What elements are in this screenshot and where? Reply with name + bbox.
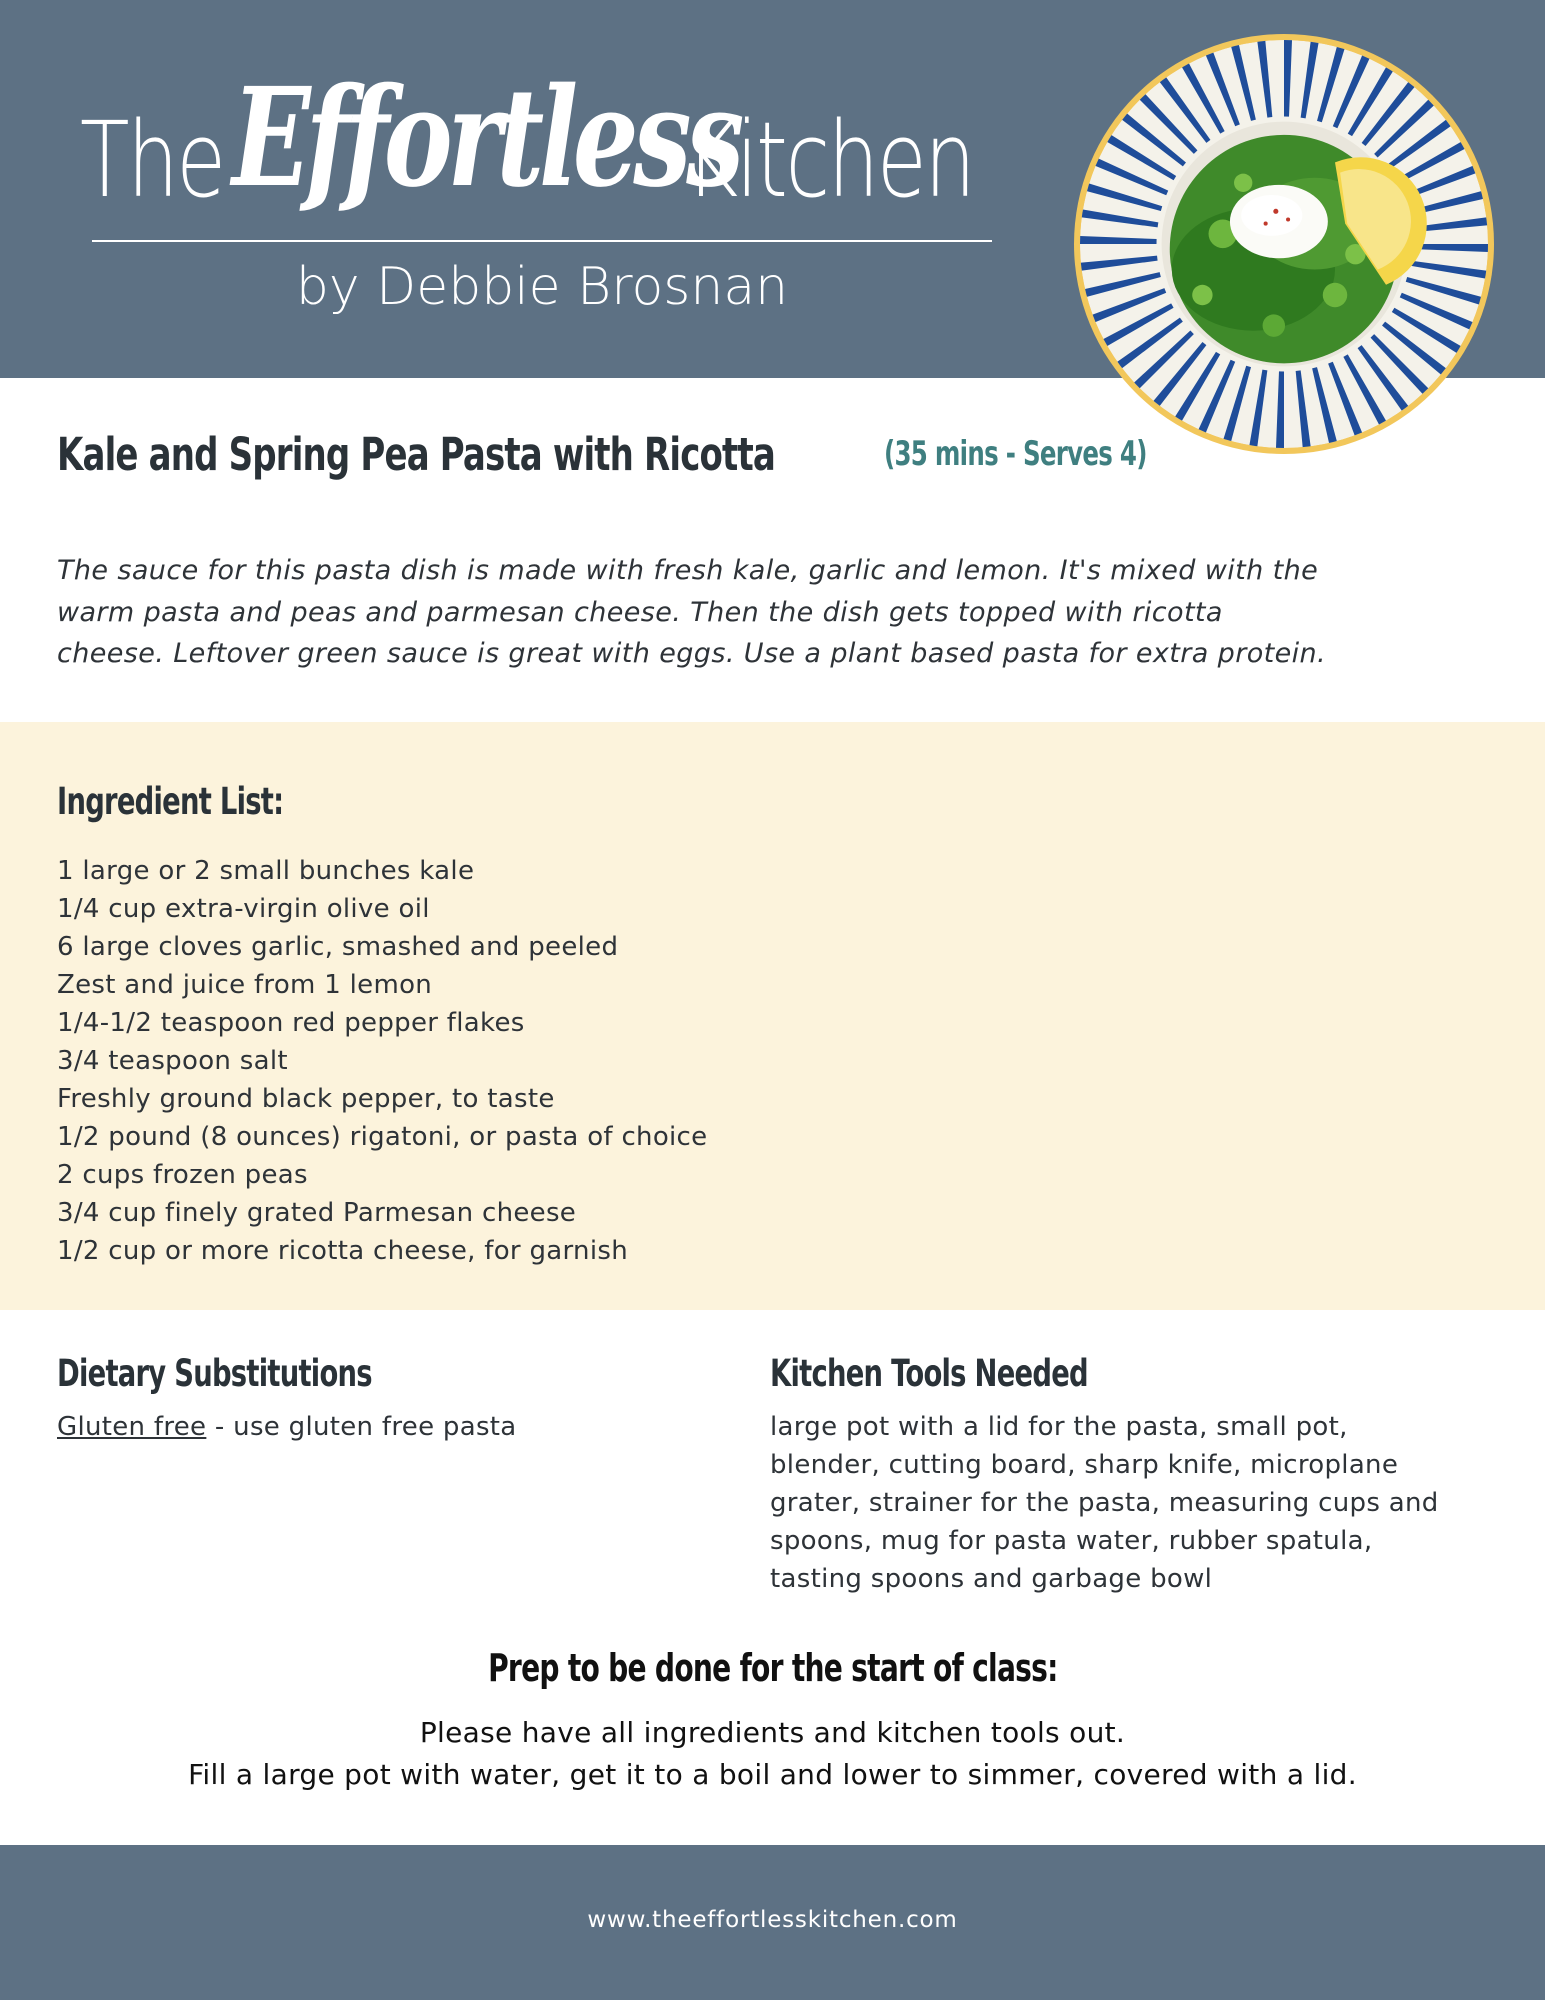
tools-line: grater, strainer for the pasta, measuring cups and [770,1488,1439,1518]
tools-list [770,1408,1510,1598]
dietary-note: - use gluten free pasta [206,1412,517,1442]
ingredient-item: 3/4 teaspoon salt [57,1046,288,1076]
brand-word-kitchen: Kitchen [685,99,974,221]
dietary-heading: Dietary Substitutions [57,1352,372,1395]
ingredient-item: 1/4 cup extra-virgin olive oil [57,894,430,924]
recipe-title: Kale and Spring Pea Pasta with Ricotta [57,428,775,481]
brand-logo [80,58,995,240]
ingredient-item: 3/4 cup finely grated Parmesan cheese [57,1198,577,1228]
recipe-time-servings: (35 mins - Serves 4) [884,434,1147,474]
ingredient-item: 1 large or 2 small bunches kale [57,856,475,886]
tools-line: spoons, mug for pasta water, rubber spatula, [770,1526,1373,1556]
tools-line: large pot with a lid for the pasta, small pot, [770,1412,1348,1442]
brand-word-effortless: Effortless [232,58,740,218]
prep-line: Fill a large pot with water, get it to a boil and lower to simmer, covered with a lid. [188,1758,1357,1791]
prep-line: Please have all ingredients and kitchen tools out. [419,1716,1126,1749]
tools-line: tasting spoons and garbage bowl [770,1564,1213,1594]
ingredient-item: Freshly ground black pepper, to taste [57,1084,555,1114]
author-byline: by Debbie Brosnan [295,257,789,317]
page-footer [0,1845,1545,2000]
intro-line: cheese. Leftover green sauce is great with eggs. Use a plant based pasta for extra protein. [57,638,1327,669]
ingredient-list [57,852,707,1270]
prep-instructions [0,1712,1545,1796]
prep-heading-row [0,1646,1545,1692]
ingredient-item: 1/2 pound (8 ounces) rigatoni, or pasta of choice [57,1122,708,1152]
intro-line: warm pasta and peas and parmesan cheese. Then the dish gets topped with ricotta [57,596,1223,628]
recipe-intro [57,550,1487,675]
brand-word-the: The [80,99,224,221]
gluten-free-link[interactable]: Gluten free [57,1412,207,1442]
prep-heading: Prep to be done for the start of class: [487,1646,1058,1690]
dish-photo [1074,34,1494,454]
ingredient-item: 2 cups frozen peas [57,1160,308,1190]
brand-divider [92,240,992,242]
ingredient-item: 1/4-1/2 teaspoon red pepper flakes [57,1008,525,1038]
ingredients-heading: Ingredient List: [57,780,284,823]
ingredient-item: 6 large cloves garlic, smashed and peeled [57,932,619,962]
intro-line: The sauce for this pasta dish is made with fresh kale, garlic and lemon. It's mixed with the [57,555,1319,586]
dietary-substitution [57,1408,517,1446]
kale-pasta-bowl-icon [1080,40,1488,448]
tools-heading: Kitchen Tools Needed [770,1352,1088,1395]
ingredient-item: Zest and juice from 1 lemon [57,970,433,1000]
website-link[interactable]: www.theeffortlesskitchen.com [587,1907,958,1933]
ingredient-item: 1/2 cup or more ricotta cheese, for garnish [57,1236,628,1266]
tools-line: blender, cutting board, sharp knife, microplane [770,1450,1399,1480]
